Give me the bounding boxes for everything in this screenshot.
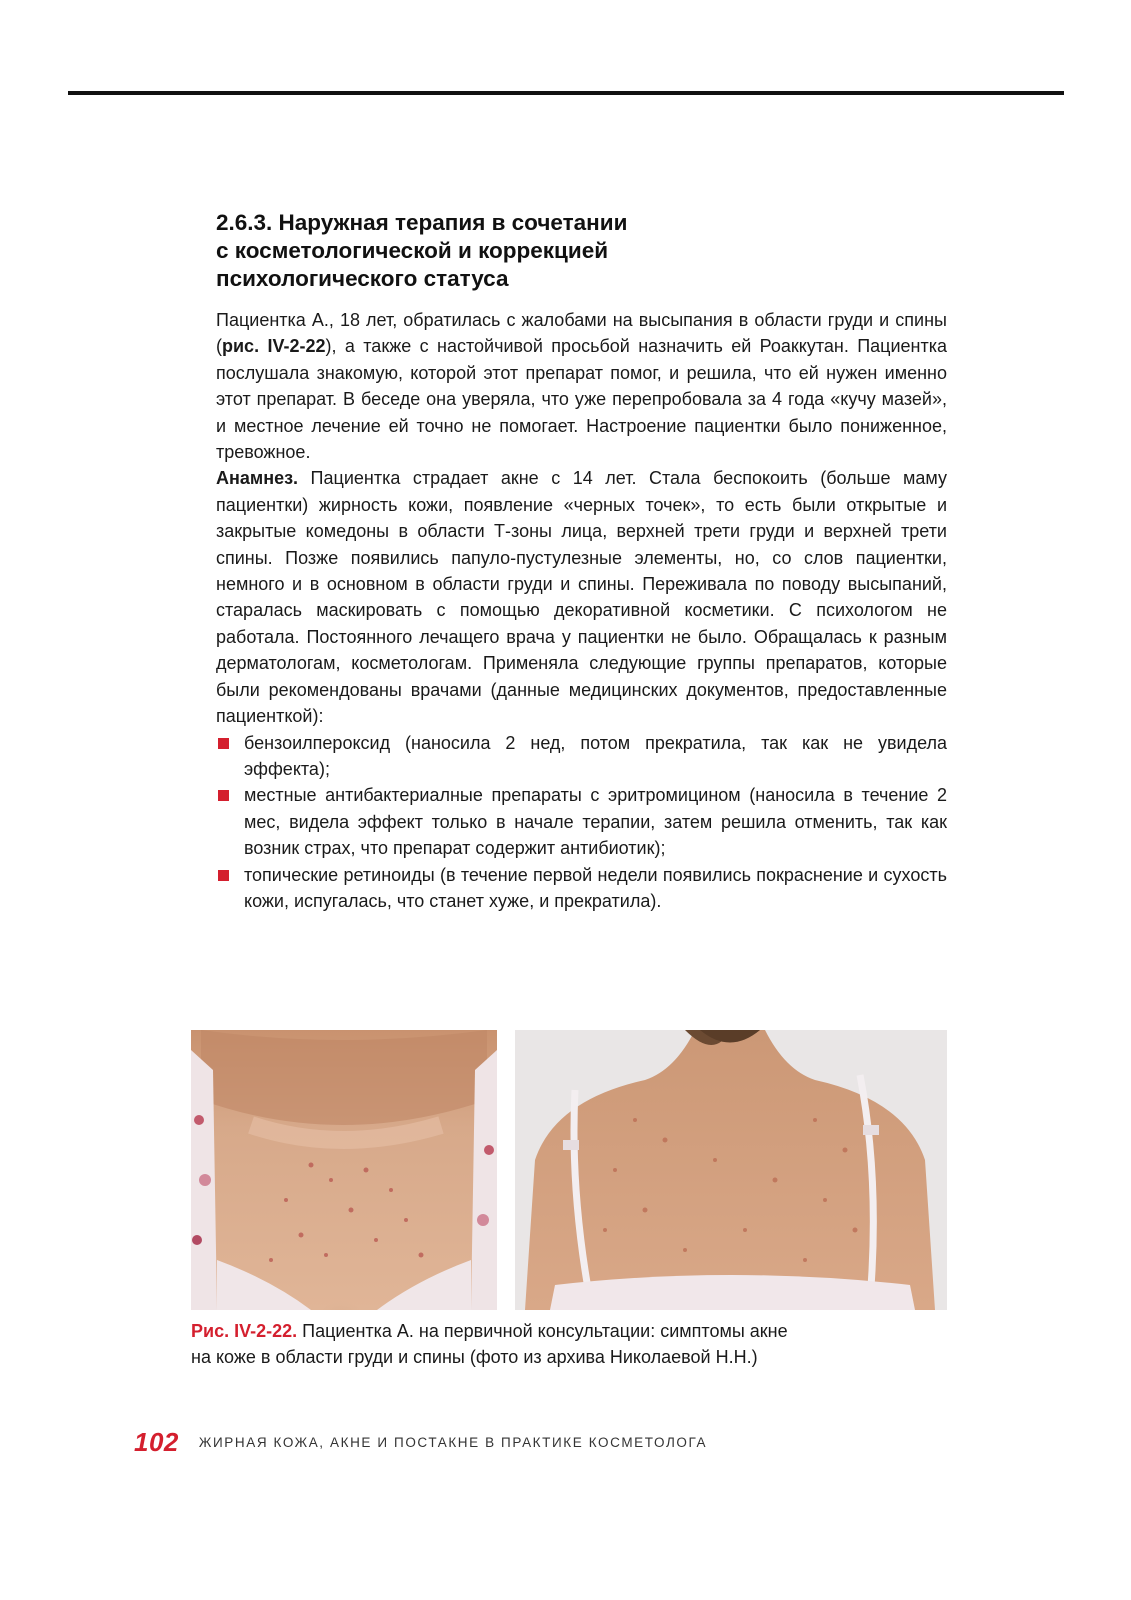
figure-caption (191, 1318, 951, 1370)
anamnesis-paragraph (216, 465, 947, 729)
list-item-text: местные антибактериалные препараты с эритромицином (наносила в течение 2 мес, видела эффект только в начале терапии, затем решила отменить, так как возник страх, что препарат содержит антибиотик); (244, 785, 947, 859)
list-item-text: топические ретиноиды (в течение первой недели появились покраснение и сухость кожи, испугалась, что станет хуже, и прекратила). (244, 864, 947, 911)
page-footer (134, 1425, 707, 1459)
treatment-list (216, 730, 947, 915)
anamnesis-text: Пациентка страдает акне с 14 лет. Стала беспокоить (больше маму пациентки) жирность кожи, появление «черных точек», то есть были открытые и закрытые комедоны в области Т-зоны лица, верхней трети груди и верхней трети спины. Позже появились папуло-пустулезные элементы, но, со слов пациентки, немного и в основном в области груди и спины. Переживала по поводу высыпаний, старалась маскировать с помощью декоративной косметики. С психологом не работала. Постоянного лечащего врача у пациентки не было. Обращалась к разным дерматологам, косметологам. Применяла следующие группы препаратов, которые были рекомендованы врачами (данные медицинских документов, предоставленные пациенткой): (216, 468, 947, 727)
section-heading (216, 209, 947, 293)
page-number: 102 (134, 1426, 179, 1457)
figure-photos (191, 1030, 947, 1310)
intro-text-1: Пациентка А., 18 лет, обратилась с жалобами на высыпания в области груди и спины ( (216, 310, 947, 357)
list-item (244, 862, 947, 915)
running-title: ЖИРНАЯ КОЖА, АКНЕ И ПОСТАКНЕ В ПРАКТИКЕ КОСМЕТОЛОГА (198, 1434, 708, 1450)
bullet-square-icon (218, 870, 229, 881)
list-item (244, 730, 947, 783)
bullet-square-icon (218, 790, 229, 801)
top-rule (68, 91, 1064, 95)
anamnesis-lead: Анамнез. (216, 468, 299, 489)
caption-line-2: на коже в области груди и спины (фото из архива Николаевой Н.Н.) (191, 1347, 758, 1367)
intro-text-2: ), а также с настойчивой просьбой назначить ей Роаккутан. Пациентка послушала знакомую, которой этот препарат помог, и решила, что ей нужен именно этот препарат. В беседе она уверяла, что уже перепробовала за 4 года «кучу мазей», и местное лечение ей точно не помогает. Настроение пациентки было пониженное, тревожное. (216, 336, 947, 463)
caption-line-1: Пациентка А. на первичной консультации: симптомы акне (297, 1321, 788, 1341)
intro-paragraph (216, 307, 947, 465)
figure-label: Рис. IV-2-22. (191, 1321, 298, 1341)
heading-line-1: 2.6.3. Наружная терапия в сочетании (216, 210, 628, 235)
heading-line-2: с косметологической и коррекцией (216, 238, 609, 263)
bullet-square-icon (218, 738, 229, 749)
main-content (216, 209, 947, 914)
chest-photo (191, 1030, 497, 1310)
figure-reference: рис. IV-2-22 (222, 336, 326, 357)
heading-line-3: психологического статуса (216, 266, 509, 291)
list-item (244, 782, 947, 861)
back-photo (515, 1030, 947, 1310)
list-item-text: бензоилпероксид (наносила 2 нед, потом прекратила, так как не увидела эффекта); (244, 732, 947, 779)
